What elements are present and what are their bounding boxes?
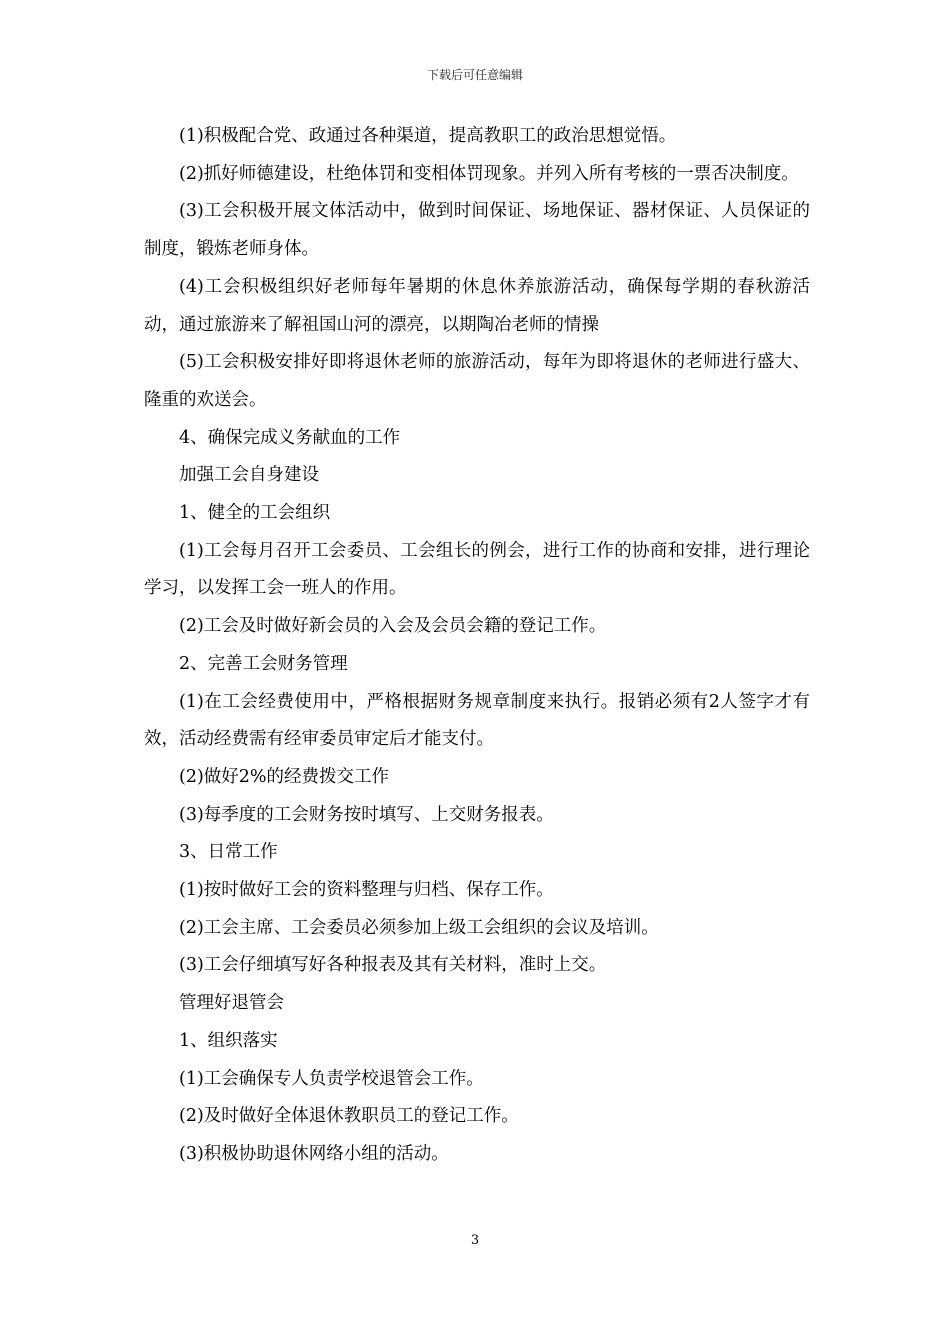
paragraph: (3)工会积极开展文体活动中，做到时间保证、场地保证、器材保证、人员保证的制度，锻炼老师身体。: [144, 201, 810, 260]
paragraph: (2)及时做好全体退休教职员工的登记工作。: [179, 1106, 519, 1127]
paragraph: (1)工会每月召开工会委员、工会组长的例会，进行工作的协商和安排，进行理论学习，以发挥工会一班人的作用。: [144, 540, 810, 599]
document-body: [144, 118, 810, 1174]
page-header: 下载后可任意编辑: [426, 68, 523, 82]
paragraph: (3)每季度的工会财务按时填写、上交财务报表。: [179, 804, 554, 825]
subsection-heading: 3、日常工作: [179, 842, 278, 863]
paragraph: (2)工会及时做好新会员的入会及会员会籍的登记工作。: [179, 616, 607, 637]
paragraph: (1)积极配合党、政通过各种渠道，提高教职工的政治思想觉悟。: [179, 126, 677, 146]
paragraph: (2)做好2%的经费拨交工作: [179, 766, 390, 787]
subsection-heading: 1、健全的工会组织: [179, 503, 331, 524]
section-heading: 加强工会自身建设: [179, 465, 319, 486]
paragraph: (3)工会仔细填写好各种报表及其有关材料，准时上交。: [179, 955, 607, 976]
paragraph: (5)工会积极安排好即将退休老师的旅游活动，每年为即将退休的老师进行盛大、隆重的欢送会。: [144, 352, 810, 410]
paragraph: (4)工会积极组织好老师每年暑期的休息休养旅游活动，确保每学期的春秋游活动，通过旅游来了解祖国山河的漂亮，以期陶冶老师的情操: [144, 276, 810, 335]
paragraph: (2)抓好师德建设，杜绝体罚和变相体罚现象。并列入所有考核的一票否决制度。: [179, 163, 799, 184]
section-heading: 4、确保完成义务献血的工作: [179, 427, 401, 448]
paragraph: (1)在工会经费使用中，严格根据财务规章制度来执行。报销必须有2人签字才有效，活动经费需有经审委员审定后才能支付。: [144, 691, 810, 750]
paragraph: (3)积极协助退休网络小组的活动。: [179, 1143, 449, 1164]
paragraph: (1)按时做好工会的资料整理与归档、保存工作。: [179, 880, 554, 901]
page-number: 3: [470, 1233, 480, 1248]
paragraph: (1)工会确保专人负责学校退管会工作。: [179, 1068, 484, 1089]
section-heading: 管理好退管会: [179, 993, 284, 1014]
paragraph: (2)工会主席、工会委员必须参加上级工会组织的会议及培训。: [179, 917, 659, 938]
subsection-heading: 2、完善工会财务管理: [179, 653, 348, 674]
subsection-heading: 1、组织落实: [179, 1030, 278, 1051]
